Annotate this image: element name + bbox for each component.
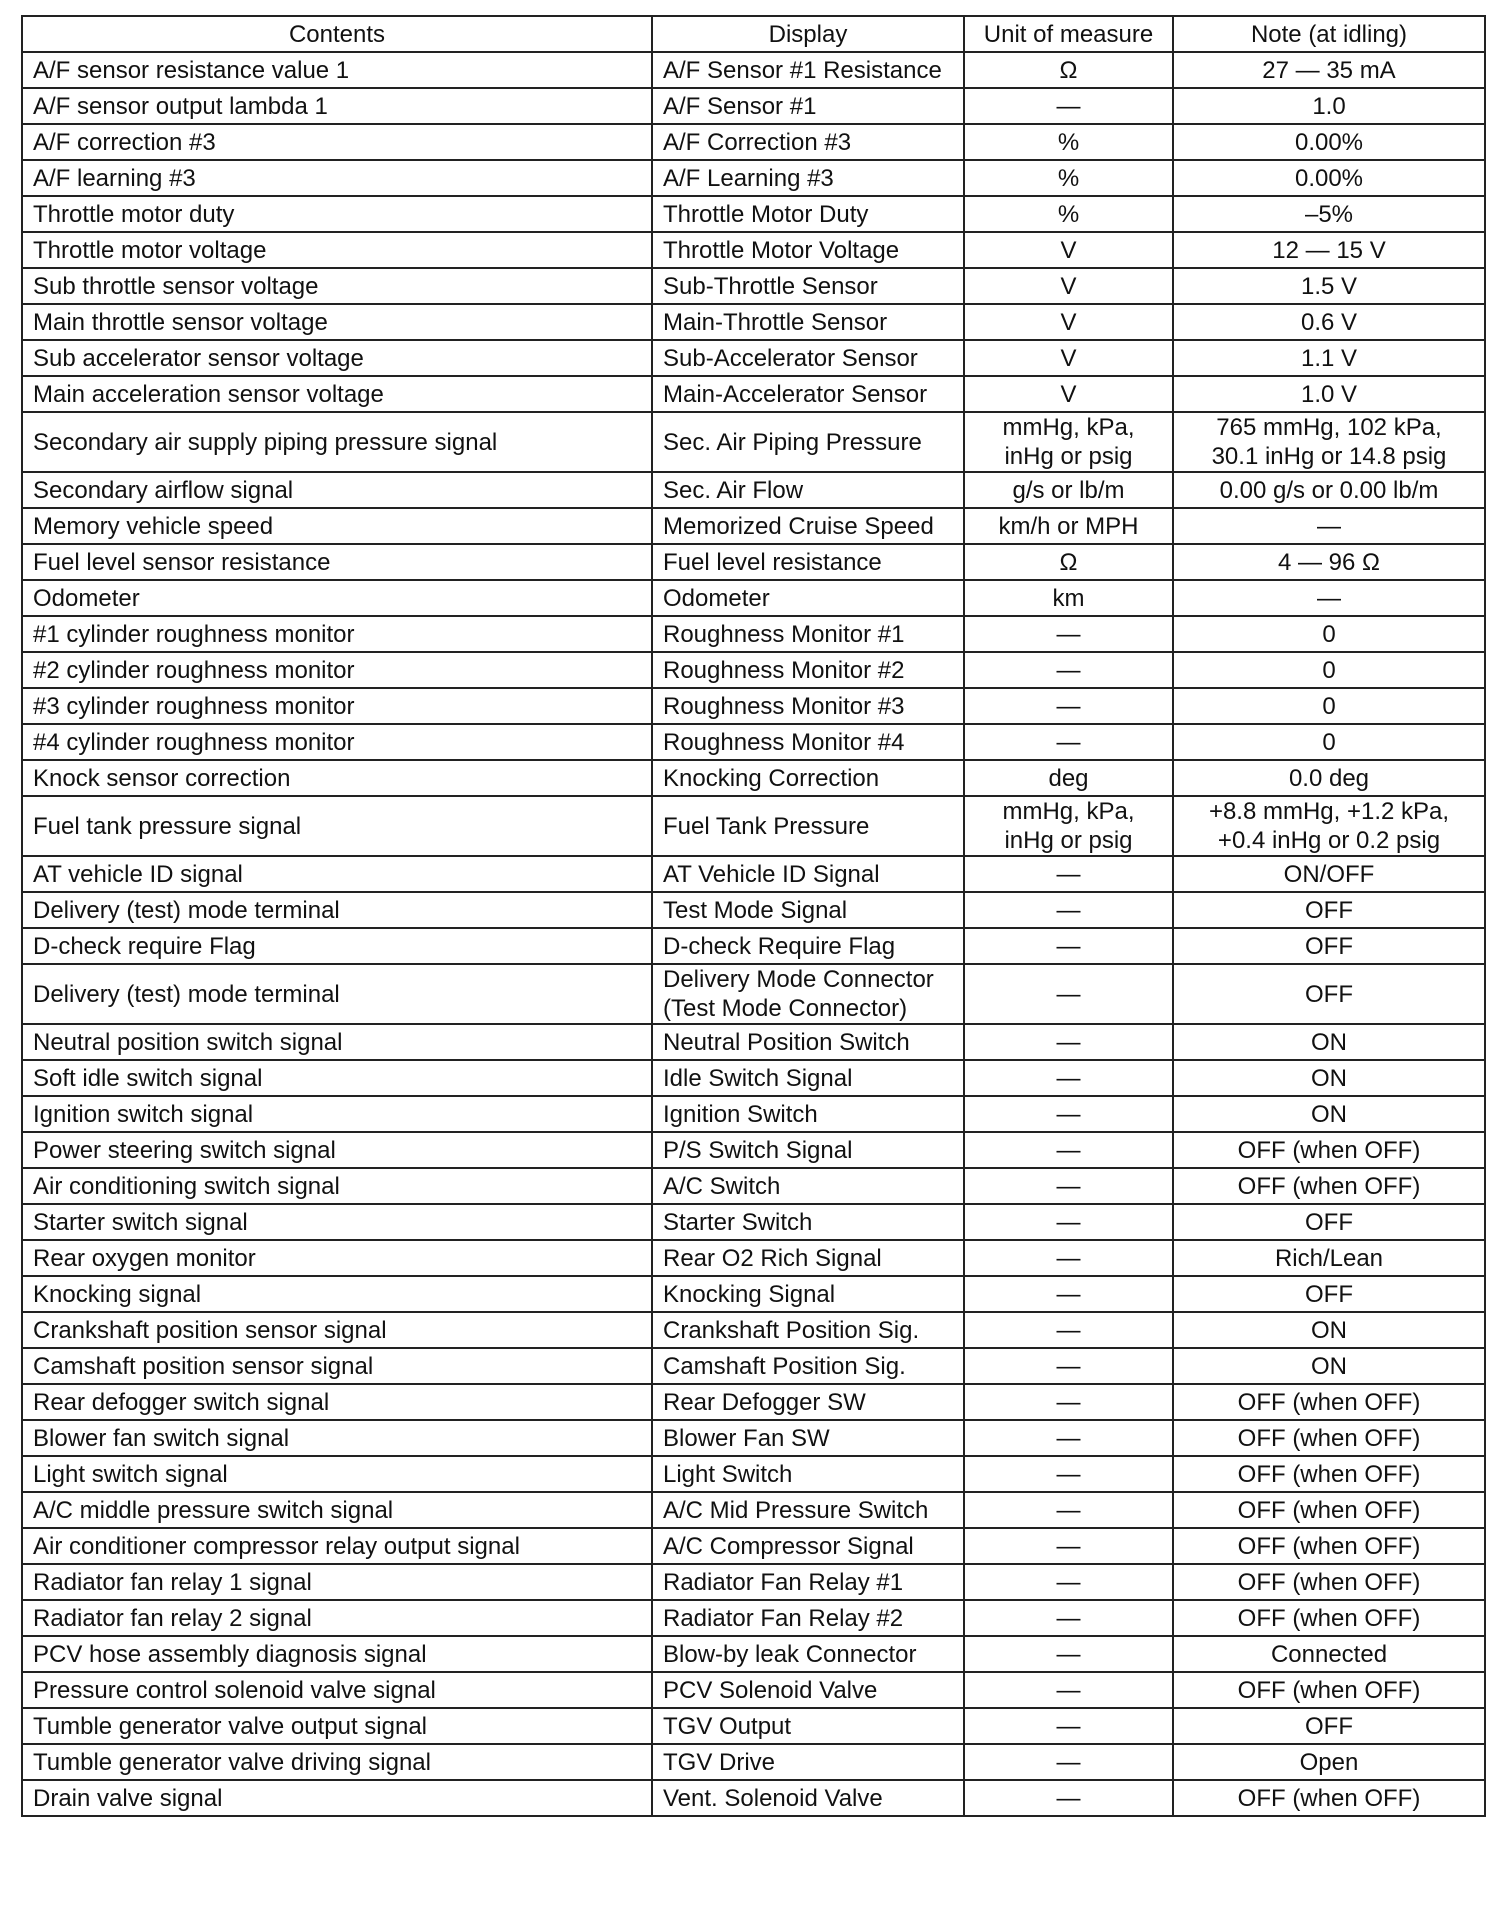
- cell-note: Open: [1173, 1744, 1485, 1780]
- cell-note: 0: [1173, 724, 1485, 760]
- cell-contents: #4 cylinder roughness monitor: [22, 724, 652, 760]
- table-row: [22, 796, 1485, 856]
- cell-contents: #1 cylinder roughness monitor: [22, 616, 652, 652]
- table-row: [22, 1204, 1485, 1240]
- cell-unit: —: [964, 616, 1173, 652]
- cell-contents: Delivery (test) mode terminal: [22, 964, 652, 1024]
- cell-unit: —: [964, 1492, 1173, 1528]
- cell-contents: Blower fan switch signal: [22, 1420, 652, 1456]
- cell-note: 1.5 V: [1173, 268, 1485, 304]
- cell-note: +8.8 mmHg, +1.2 kPa, +0.4 inHg or 0.2 psig: [1173, 796, 1485, 856]
- table-row: [22, 1276, 1485, 1312]
- cell-note: 0.00%: [1173, 124, 1485, 160]
- cell-display: TGV Drive: [652, 1744, 964, 1780]
- cell-contents: AT vehicle ID signal: [22, 856, 652, 892]
- cell-unit: —: [964, 1708, 1173, 1744]
- cell-note: OFF (when OFF): [1173, 1168, 1485, 1204]
- cell-unit: —: [964, 1204, 1173, 1240]
- cell-note: OFF (when OFF): [1173, 1456, 1485, 1492]
- cell-note: OFF (when OFF): [1173, 1600, 1485, 1636]
- cell-note: OFF: [1173, 1204, 1485, 1240]
- table-body: [22, 52, 1485, 1816]
- cell-display: Roughness Monitor #3: [652, 688, 964, 724]
- table-row: [22, 1492, 1485, 1528]
- table-row: [22, 1744, 1485, 1780]
- table-row: [22, 412, 1485, 472]
- cell-contents: Light switch signal: [22, 1456, 652, 1492]
- cell-contents: Delivery (test) mode terminal: [22, 892, 652, 928]
- cell-display: Neutral Position Switch: [652, 1024, 964, 1060]
- cell-note: ON: [1173, 1348, 1485, 1384]
- table-row: [22, 652, 1485, 688]
- cell-contents: Fuel level sensor resistance: [22, 544, 652, 580]
- table-row: [22, 1060, 1485, 1096]
- table-row: [22, 688, 1485, 724]
- cell-display: Ignition Switch: [652, 1096, 964, 1132]
- cell-unit: Ω: [964, 52, 1173, 88]
- cell-contents: Radiator fan relay 2 signal: [22, 1600, 652, 1636]
- cell-display: Crankshaft Position Sig.: [652, 1312, 964, 1348]
- cell-note: 0: [1173, 688, 1485, 724]
- table-row: [22, 508, 1485, 544]
- cell-unit: V: [964, 340, 1173, 376]
- cell-contents: A/C middle pressure switch signal: [22, 1492, 652, 1528]
- table-row: [22, 232, 1485, 268]
- cell-note: OFF (when OFF): [1173, 1672, 1485, 1708]
- table-row: [22, 160, 1485, 196]
- cell-unit: —: [964, 1168, 1173, 1204]
- table-row: [22, 1168, 1485, 1204]
- cell-contents: D-check require Flag: [22, 928, 652, 964]
- cell-display: Idle Switch Signal: [652, 1060, 964, 1096]
- header-display: Display: [652, 16, 964, 52]
- cell-unit: V: [964, 376, 1173, 412]
- cell-note: OFF (when OFF): [1173, 1132, 1485, 1168]
- cell-note: 0.00%: [1173, 160, 1485, 196]
- cell-contents: Knock sensor correction: [22, 760, 652, 796]
- cell-unit: %: [964, 196, 1173, 232]
- cell-note: 1.1 V: [1173, 340, 1485, 376]
- cell-unit: —: [964, 892, 1173, 928]
- cell-contents: Rear oxygen monitor: [22, 1240, 652, 1276]
- cell-display: Radiator Fan Relay #2: [652, 1600, 964, 1636]
- cell-note: ON: [1173, 1024, 1485, 1060]
- parameter-table: [21, 15, 1486, 1817]
- cell-display: Fuel Tank Pressure: [652, 796, 964, 856]
- cell-display: Sec. Air Flow: [652, 472, 964, 508]
- cell-note: OFF (when OFF): [1173, 1492, 1485, 1528]
- cell-unit: deg: [964, 760, 1173, 796]
- cell-unit: —: [964, 1780, 1173, 1816]
- cell-unit: —: [964, 1240, 1173, 1276]
- cell-unit: km: [964, 580, 1173, 616]
- cell-note: OFF: [1173, 1276, 1485, 1312]
- cell-unit: —: [964, 1744, 1173, 1780]
- cell-contents: Rear defogger switch signal: [22, 1384, 652, 1420]
- cell-unit: —: [964, 1024, 1173, 1060]
- cell-unit: %: [964, 160, 1173, 196]
- cell-unit: —: [964, 1636, 1173, 1672]
- cell-display: Odometer: [652, 580, 964, 616]
- header-unit-of-measure: Unit of measure: [964, 16, 1173, 52]
- cell-note: 12 — 15 V: [1173, 232, 1485, 268]
- cell-unit: —: [964, 652, 1173, 688]
- cell-contents: A/F correction #3: [22, 124, 652, 160]
- cell-contents: Knocking signal: [22, 1276, 652, 1312]
- cell-unit: —: [964, 1528, 1173, 1564]
- cell-unit: %: [964, 124, 1173, 160]
- cell-unit: —: [964, 688, 1173, 724]
- table-row: [22, 1024, 1485, 1060]
- cell-note: Rich/Lean: [1173, 1240, 1485, 1276]
- cell-display: Vent. Solenoid Valve: [652, 1780, 964, 1816]
- cell-contents: PCV hose assembly diagnosis signal: [22, 1636, 652, 1672]
- cell-unit: —: [964, 1348, 1173, 1384]
- cell-display: Test Mode Signal: [652, 892, 964, 928]
- table-row: [22, 580, 1485, 616]
- cell-contents: Crankshaft position sensor signal: [22, 1312, 652, 1348]
- cell-note: OFF (when OFF): [1173, 1384, 1485, 1420]
- cell-contents: A/F sensor resistance value 1: [22, 52, 652, 88]
- cell-display: Radiator Fan Relay #1: [652, 1564, 964, 1600]
- cell-note: Connected: [1173, 1636, 1485, 1672]
- cell-display: Sec. Air Piping Pressure: [652, 412, 964, 472]
- cell-display: Roughness Monitor #4: [652, 724, 964, 760]
- cell-contents: A/F learning #3: [22, 160, 652, 196]
- cell-note: ON: [1173, 1312, 1485, 1348]
- cell-contents: Ignition switch signal: [22, 1096, 652, 1132]
- cell-contents: Tumble generator valve driving signal: [22, 1744, 652, 1780]
- table-row: [22, 1528, 1485, 1564]
- cell-display: Main-Throttle Sensor: [652, 304, 964, 340]
- cell-note: OFF: [1173, 928, 1485, 964]
- cell-note: 1.0: [1173, 88, 1485, 124]
- cell-unit: —: [964, 1276, 1173, 1312]
- cell-note: 0.00 g/s or 0.00 lb/m: [1173, 472, 1485, 508]
- cell-unit: g/s or lb/m: [964, 472, 1173, 508]
- cell-contents: Neutral position switch signal: [22, 1024, 652, 1060]
- cell-display: Roughness Monitor #2: [652, 652, 964, 688]
- cell-note: —: [1173, 580, 1485, 616]
- cell-contents: Memory vehicle speed: [22, 508, 652, 544]
- cell-display: Sub-Accelerator Sensor: [652, 340, 964, 376]
- cell-note: –5%: [1173, 196, 1485, 232]
- cell-display: Starter Switch: [652, 1204, 964, 1240]
- cell-display: P/S Switch Signal: [652, 1132, 964, 1168]
- cell-note: 0.6 V: [1173, 304, 1485, 340]
- cell-note: 27 — 35 mA: [1173, 52, 1485, 88]
- table-row: [22, 892, 1485, 928]
- cell-display: Knocking Signal: [652, 1276, 964, 1312]
- cell-contents: Secondary air supply piping pressure signal: [22, 412, 652, 472]
- cell-note: OFF: [1173, 1708, 1485, 1744]
- cell-display: Blower Fan SW: [652, 1420, 964, 1456]
- cell-unit: V: [964, 268, 1173, 304]
- table-row: [22, 304, 1485, 340]
- cell-contents: Sub accelerator sensor voltage: [22, 340, 652, 376]
- table-row: [22, 1312, 1485, 1348]
- table-row: [22, 1456, 1485, 1492]
- cell-display: Fuel level resistance: [652, 544, 964, 580]
- cell-display: Rear Defogger SW: [652, 1384, 964, 1420]
- cell-unit: —: [964, 1312, 1173, 1348]
- cell-display: Roughness Monitor #1: [652, 616, 964, 652]
- cell-unit: —: [964, 1096, 1173, 1132]
- cell-contents: Throttle motor duty: [22, 196, 652, 232]
- table-row: [22, 856, 1485, 892]
- cell-note: ON: [1173, 1096, 1485, 1132]
- cell-display: Rear O2 Rich Signal: [652, 1240, 964, 1276]
- table-row: [22, 196, 1485, 232]
- cell-note: OFF (when OFF): [1173, 1528, 1485, 1564]
- cell-contents: #3 cylinder roughness monitor: [22, 688, 652, 724]
- table-row: [22, 1600, 1485, 1636]
- cell-display: A/C Compressor Signal: [652, 1528, 964, 1564]
- cell-unit: Ω: [964, 544, 1173, 580]
- cell-unit: V: [964, 304, 1173, 340]
- data-table-container: [21, 15, 1484, 1817]
- cell-display: Delivery Mode Connector (Test Mode Connector): [652, 964, 964, 1024]
- cell-note: 0.0 deg: [1173, 760, 1485, 796]
- cell-contents: A/F sensor output lambda 1: [22, 88, 652, 124]
- cell-note: 1.0 V: [1173, 376, 1485, 412]
- table-row: [22, 1672, 1485, 1708]
- cell-unit: —: [964, 1420, 1173, 1456]
- cell-contents: Drain valve signal: [22, 1780, 652, 1816]
- table-row: [22, 472, 1485, 508]
- cell-unit: V: [964, 232, 1173, 268]
- cell-note: OFF (when OFF): [1173, 1564, 1485, 1600]
- cell-display: A/F Sensor #1: [652, 88, 964, 124]
- table-row: [22, 268, 1485, 304]
- cell-unit: —: [964, 1132, 1173, 1168]
- cell-unit: —: [964, 964, 1173, 1024]
- cell-contents: Main throttle sensor voltage: [22, 304, 652, 340]
- cell-display: TGV Output: [652, 1708, 964, 1744]
- table-row: [22, 1636, 1485, 1672]
- cell-note: ON: [1173, 1060, 1485, 1096]
- cell-display: AT Vehicle ID Signal: [652, 856, 964, 892]
- table-row: [22, 1420, 1485, 1456]
- cell-note: 4 — 96 Ω: [1173, 544, 1485, 580]
- cell-unit: km/h or MPH: [964, 508, 1173, 544]
- table-row: [22, 124, 1485, 160]
- cell-unit: mmHg, kPa, inHg or psig: [964, 412, 1173, 472]
- table-row: [22, 724, 1485, 760]
- cell-unit: —: [964, 1672, 1173, 1708]
- cell-note: 0: [1173, 616, 1485, 652]
- table-row: [22, 340, 1485, 376]
- cell-contents: Sub throttle sensor voltage: [22, 268, 652, 304]
- table-row: [22, 928, 1485, 964]
- table-row: [22, 616, 1485, 652]
- table-row: [22, 52, 1485, 88]
- cell-display: Camshaft Position Sig.: [652, 1348, 964, 1384]
- table-row: [22, 1348, 1485, 1384]
- cell-unit: —: [964, 856, 1173, 892]
- table-row: [22, 88, 1485, 124]
- cell-display: D-check Require Flag: [652, 928, 964, 964]
- table-row: [22, 1708, 1485, 1744]
- table-row: [22, 1096, 1485, 1132]
- cell-contents: Throttle motor voltage: [22, 232, 652, 268]
- cell-unit: —: [964, 1060, 1173, 1096]
- cell-display: Main-Accelerator Sensor: [652, 376, 964, 412]
- cell-contents: Power steering switch signal: [22, 1132, 652, 1168]
- cell-unit: —: [964, 1456, 1173, 1492]
- cell-display: A/F Sensor #1 Resistance: [652, 52, 964, 88]
- cell-unit: mmHg, kPa, inHg or psig: [964, 796, 1173, 856]
- table-row: [22, 1132, 1485, 1168]
- cell-contents: Air conditioning switch signal: [22, 1168, 652, 1204]
- cell-display: A/F Learning #3: [652, 160, 964, 196]
- table-row: [22, 1780, 1485, 1816]
- table-row: [22, 1384, 1485, 1420]
- cell-contents: #2 cylinder roughness monitor: [22, 652, 652, 688]
- cell-note: OFF (when OFF): [1173, 1420, 1485, 1456]
- cell-display: Light Switch: [652, 1456, 964, 1492]
- cell-unit: —: [964, 724, 1173, 760]
- cell-unit: —: [964, 1384, 1173, 1420]
- table-row: [22, 1564, 1485, 1600]
- cell-unit: —: [964, 1600, 1173, 1636]
- cell-contents: Fuel tank pressure signal: [22, 796, 652, 856]
- cell-display: Sub-Throttle Sensor: [652, 268, 964, 304]
- cell-display: PCV Solenoid Valve: [652, 1672, 964, 1708]
- cell-contents: Pressure control solenoid valve signal: [22, 1672, 652, 1708]
- cell-contents: Starter switch signal: [22, 1204, 652, 1240]
- table-row: [22, 964, 1485, 1024]
- cell-note: OFF: [1173, 964, 1485, 1024]
- cell-contents: Main acceleration sensor voltage: [22, 376, 652, 412]
- cell-unit: —: [964, 88, 1173, 124]
- cell-note: OFF (when OFF): [1173, 1780, 1485, 1816]
- cell-display: A/C Mid Pressure Switch: [652, 1492, 964, 1528]
- cell-note: OFF: [1173, 892, 1485, 928]
- cell-contents: Tumble generator valve output signal: [22, 1708, 652, 1744]
- table-row: [22, 760, 1485, 796]
- cell-display: Blow-by leak Connector: [652, 1636, 964, 1672]
- cell-display: A/C Switch: [652, 1168, 964, 1204]
- cell-contents: Air conditioner compressor relay output signal: [22, 1528, 652, 1564]
- cell-contents: Camshaft position sensor signal: [22, 1348, 652, 1384]
- cell-contents: Odometer: [22, 580, 652, 616]
- cell-display: A/F Correction #3: [652, 124, 964, 160]
- cell-contents: Secondary airflow signal: [22, 472, 652, 508]
- cell-display: Knocking Correction: [652, 760, 964, 796]
- header-contents: Contents: [22, 16, 652, 52]
- cell-unit: —: [964, 1564, 1173, 1600]
- table-row: [22, 1240, 1485, 1276]
- cell-note: 765 mmHg, 102 kPa, 30.1 inHg or 14.8 psig: [1173, 412, 1485, 472]
- cell-display: Throttle Motor Duty: [652, 196, 964, 232]
- cell-contents: Radiator fan relay 1 signal: [22, 1564, 652, 1600]
- table-row: [22, 376, 1485, 412]
- header-note-at-idling: Note (at idling): [1173, 16, 1485, 52]
- cell-note: ON/OFF: [1173, 856, 1485, 892]
- cell-note: —: [1173, 508, 1485, 544]
- cell-display: Throttle Motor Voltage: [652, 232, 964, 268]
- cell-display: Memorized Cruise Speed: [652, 508, 964, 544]
- table-row: [22, 544, 1485, 580]
- cell-note: 0: [1173, 652, 1485, 688]
- cell-contents: Soft idle switch signal: [22, 1060, 652, 1096]
- cell-unit: —: [964, 928, 1173, 964]
- table-header-row: [22, 16, 1485, 52]
